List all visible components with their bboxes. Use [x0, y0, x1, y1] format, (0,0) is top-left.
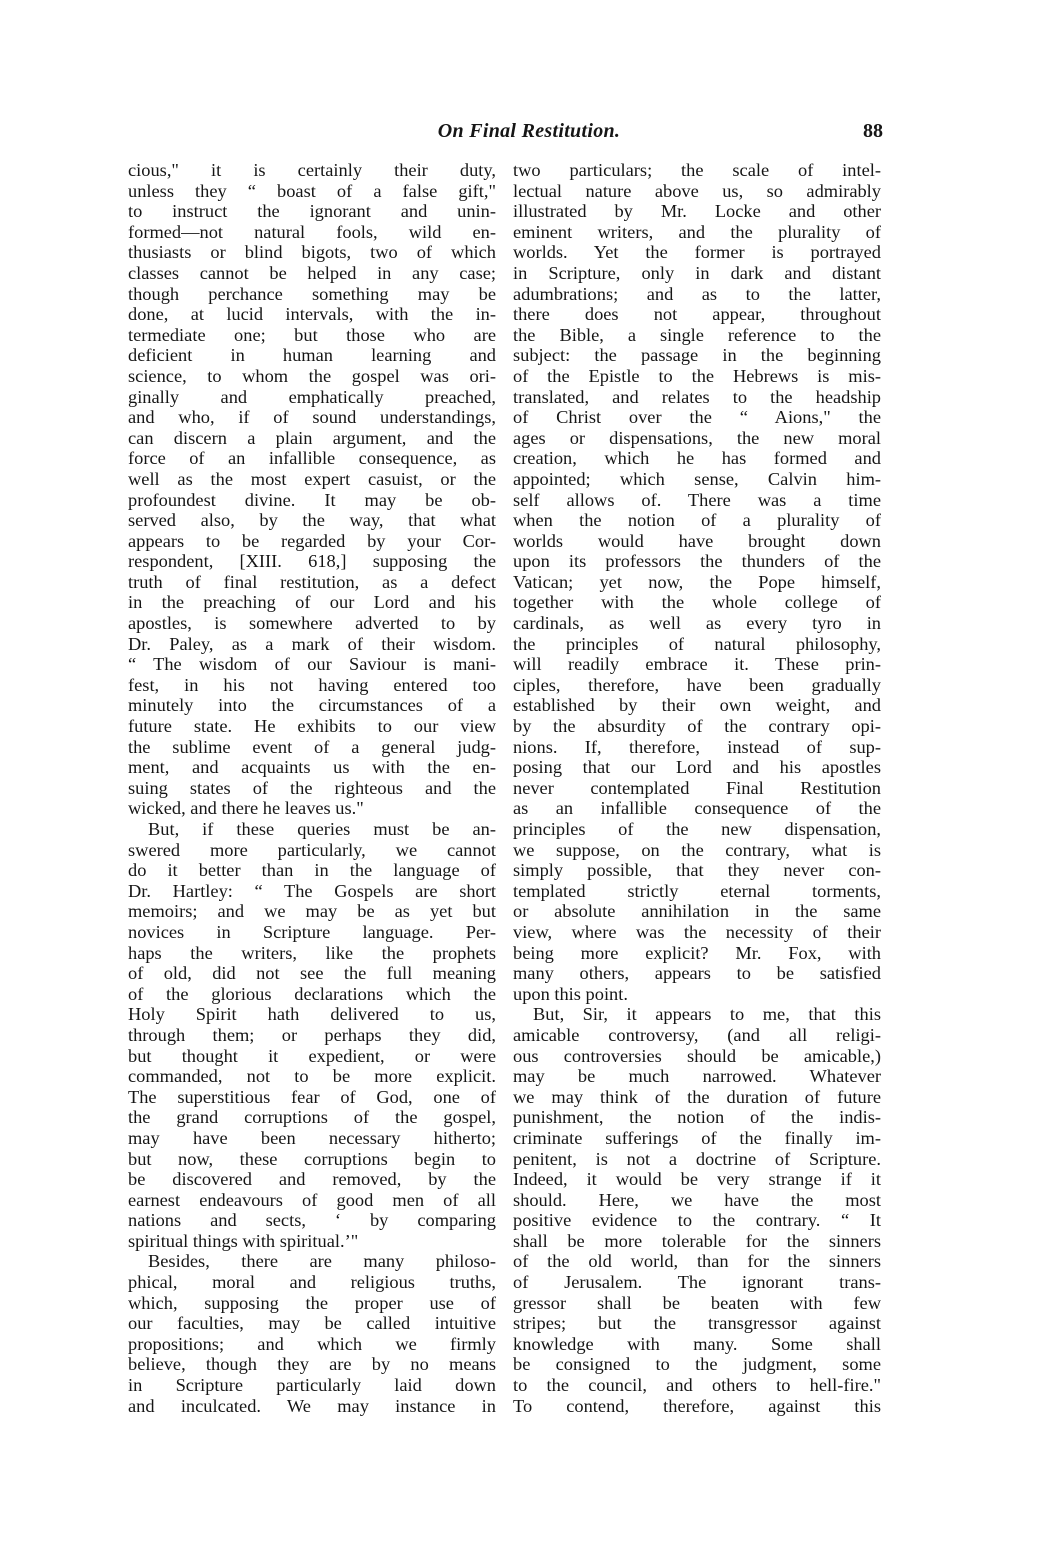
text-line: simply possible, that they never con-	[513, 860, 881, 881]
text-line: The superstitious fear of God, one of	[128, 1086, 496, 1107]
text-line: but now, these corruptions begin to	[128, 1148, 496, 1169]
text-line: earnest endeavours of good men of all	[128, 1189, 496, 1210]
text-line: ginally and emphatically preached,	[128, 386, 496, 407]
text-line: may have been necessary hitherto;	[128, 1127, 496, 1148]
text-line: knowledge with many. Some shall	[513, 1333, 881, 1354]
text-line: by the absurdity of the contrary opi-	[513, 716, 881, 737]
running-head	[0, 120, 1058, 150]
text-line: memoirs; and we may be as yet but	[128, 901, 496, 922]
text-line: should. Here, we have the most	[513, 1189, 881, 1210]
text-line: to instruct the ignorant and unin-	[128, 201, 496, 222]
text-line: Holy Spirit hath delivered to us,	[128, 1004, 496, 1025]
text-line: in Scripture, only in dark and distant	[513, 262, 881, 283]
text-line: subject: the passage in the beginning	[513, 345, 881, 366]
text-line: translated, and relates to the headship	[513, 386, 881, 407]
text-line: illustrated by Mr. Locke and other	[513, 201, 881, 222]
text-line: when the notion of a plurality of	[513, 510, 881, 531]
text-line: in Scripture particularly laid down	[128, 1375, 496, 1396]
text-line: established by their own weight, and	[513, 695, 881, 716]
text-line: worlds would have brought down	[513, 530, 881, 551]
running-title: On Final Restitution.	[437, 120, 621, 142]
text-line: science, to whom the gospel was ori-	[128, 365, 496, 386]
text-line: But, Sir, it appears to me, that this	[533, 1004, 881, 1025]
text-line: being more explicit? Mr. Fox, with	[513, 942, 881, 963]
text-line: principles of the new dispensation,	[513, 819, 881, 839]
text-line: force of an infallible consequence, as	[128, 448, 496, 469]
text-line: the grand corruptions of the gospel,	[128, 1107, 496, 1128]
text-line: or absolute annihilation in the same	[513, 901, 881, 922]
text-line: but thought it expedient, or were	[128, 1045, 496, 1066]
text-line: can discern a plain argument, and the	[128, 427, 496, 448]
text-line: many others, appears to be satisfied	[513, 963, 881, 984]
text-line: ciples, therefore, have been gradually	[513, 674, 881, 695]
text-line: minutely into the circumstances of a	[128, 695, 496, 716]
text-line: amicable controversy, (and all religi-	[513, 1024, 881, 1045]
text-line: respondent, [XIII. 618,] supposing the	[128, 551, 496, 572]
text-line: of old, did not see the full meaning	[128, 963, 496, 984]
text-line: which, supposing the proper use of	[128, 1292, 496, 1313]
text-line: through them; or perhaps they did,	[128, 1024, 496, 1045]
text-line: apostles, is somewhere adverted to by	[128, 613, 496, 634]
text-line: of the Epistle to the Hebrews is mis-	[513, 365, 881, 386]
text-line: penitent, is not a doctrine of Scripture.	[513, 1148, 881, 1169]
text-line: cious," it is certainly their duty,	[128, 160, 496, 180]
text-line: shall be more tolerable for the sinners	[513, 1230, 881, 1251]
text-line: never contemplated Final Restitution	[513, 777, 881, 798]
text-line: we may think of the duration of future	[513, 1086, 881, 1107]
text-line: together with the whole college of	[513, 592, 881, 613]
text-line: Indeed, it would be very strange if it	[513, 1169, 881, 1190]
page-number: 88	[863, 120, 883, 142]
text-line: future state. He exhibits to our view	[128, 716, 496, 737]
text-line: haps the writers, like the prophets	[128, 942, 496, 963]
text-line: phical, moral and religious truths,	[128, 1272, 496, 1293]
text-line: swered more particularly, we cannot	[128, 839, 496, 860]
text-line: wicked, and there he leaves us."	[128, 798, 364, 819]
text-line: in the preaching of our Lord and his	[128, 592, 496, 613]
text-line: upon this point.	[513, 983, 628, 1004]
text-line: though perchance something may be	[128, 283, 496, 304]
text-line: the Bible, a single reference to the	[513, 324, 881, 345]
text-line: templated strictly eternal torments,	[513, 880, 881, 901]
text-line: be discovered and removed, by the	[128, 1169, 496, 1190]
text-line: of Jerusalem. The ignorant trans-	[513, 1272, 881, 1293]
text-line: be consigned to the judgment, some	[513, 1354, 881, 1375]
text-line: our faculties, may be called intuitive	[128, 1313, 496, 1334]
text-line: the principles of natural philosophy,	[513, 633, 881, 654]
text-line: ous controversies should be amicable,)	[513, 1045, 881, 1066]
text-line: deficient in human learning and	[128, 345, 496, 366]
text-line: criminate sufferings of the finally im-	[513, 1127, 881, 1148]
text-line: and who, if of sound understandings,	[128, 407, 496, 428]
text-line: adumbrations; and as to the latter,	[513, 283, 881, 304]
text-line: truth of final restitution, as a defect	[128, 571, 496, 592]
text-line: formed—not natural fools, wild en-	[128, 221, 496, 242]
text-line: view, where was the necessity of their	[513, 921, 881, 942]
text-line: will readily embrace it. These prin-	[513, 654, 881, 675]
text-line: may be much narrowed. Whatever	[513, 1066, 881, 1087]
text-line: we suppose, on the contrary, what is	[513, 839, 881, 860]
text-line: stripes; but the transgressor against	[513, 1313, 881, 1334]
text-line: thusiasts or blind bigots, two of which	[128, 242, 496, 263]
text-line: positive evidence to the contrary. “ It	[513, 1210, 881, 1231]
text-line: posing that our Lord and his apostles	[513, 757, 881, 778]
text-line: punishment, the notion of the indis-	[513, 1107, 881, 1128]
text-column-left	[128, 160, 496, 1416]
text-line: To contend, therefore, against this	[513, 1395, 881, 1416]
text-line: believe, though they are by no means	[128, 1354, 496, 1375]
text-line: Dr. Paley, as a mark of their wisdom.	[128, 633, 496, 654]
text-line: But, if these queries must be an-	[148, 819, 496, 839]
text-line: as an infallible consequence of the	[513, 798, 881, 819]
text-line: profoundest divine. It may be ob-	[128, 489, 496, 510]
text-line: do it better than in the language of	[128, 860, 496, 881]
text-line: appears to be regarded by your Cor-	[128, 530, 496, 551]
text-line: of the glorious declarations which the	[128, 983, 496, 1004]
text-line: termediate one; but those who are	[128, 324, 496, 345]
text-line: nations and sects, ‘ by comparing	[128, 1210, 496, 1231]
text-line: unless they “ boast of a false gift,"	[128, 180, 496, 201]
text-line: cardinals, as well as every tyro in	[513, 613, 881, 634]
text-line: well as the most expert casuist, or the	[128, 468, 496, 489]
text-line: nions. If, therefore, instead of sup-	[513, 736, 881, 757]
text-line: there does not appear, throughout	[513, 304, 881, 325]
text-line: suing states of the righteous and the	[128, 777, 496, 798]
text-line: appointed; which sense, Calvin him-	[513, 468, 881, 489]
text-line: commanded, not to be more explicit.	[128, 1066, 496, 1087]
text-line: worlds. Yet the former is portrayed	[513, 242, 881, 263]
text-line: propositions; and which we firmly	[128, 1333, 496, 1354]
text-line: gressor shall be beaten with few	[513, 1292, 881, 1313]
text-line: two particulars; the scale of intel-	[513, 160, 881, 180]
text-line: ment, and acquaints us with the en-	[128, 757, 496, 778]
text-line: and inculcated. We may instance in	[128, 1395, 496, 1416]
text-line: done, at lucid intervals, with the in-	[128, 304, 496, 325]
text-line: novices in Scripture language. Per-	[128, 921, 496, 942]
text-line: to the council, and others to hell-fire."	[513, 1375, 881, 1396]
text-line: Vatican; yet now, the Pope himself,	[513, 571, 881, 592]
text-line: Besides, there are many philoso-	[148, 1251, 496, 1272]
text-line: of Christ over the “ Aions," the	[513, 407, 881, 428]
text-line: fest, in his not having entered too	[128, 674, 496, 695]
text-line: of the old world, than for the sinners	[513, 1251, 881, 1272]
text-line: Dr. Hartley: “ The Gospels are short	[128, 880, 496, 901]
text-line: self allows of. There was a time	[513, 489, 881, 510]
text-column-right	[513, 160, 881, 1416]
text-line: spiritual things with spiritual.’"	[128, 1230, 359, 1251]
text-line: eminent writers, and the plurality of	[513, 221, 881, 242]
text-line: lectual nature above us, so admirably	[513, 180, 881, 201]
text-line: classes cannot be helped in any case;	[128, 262, 496, 283]
text-line: ages or dispensations, the new moral	[513, 427, 881, 448]
text-line: served also, by the way, that what	[128, 510, 496, 531]
text-line: the sublime event of a general judg-	[128, 736, 496, 757]
text-line: “ The wisdom of our Saviour is mani-	[128, 654, 496, 675]
text-line: creation, which he has formed and	[513, 448, 881, 469]
text-line: upon its professors the thunders of the	[513, 551, 881, 572]
